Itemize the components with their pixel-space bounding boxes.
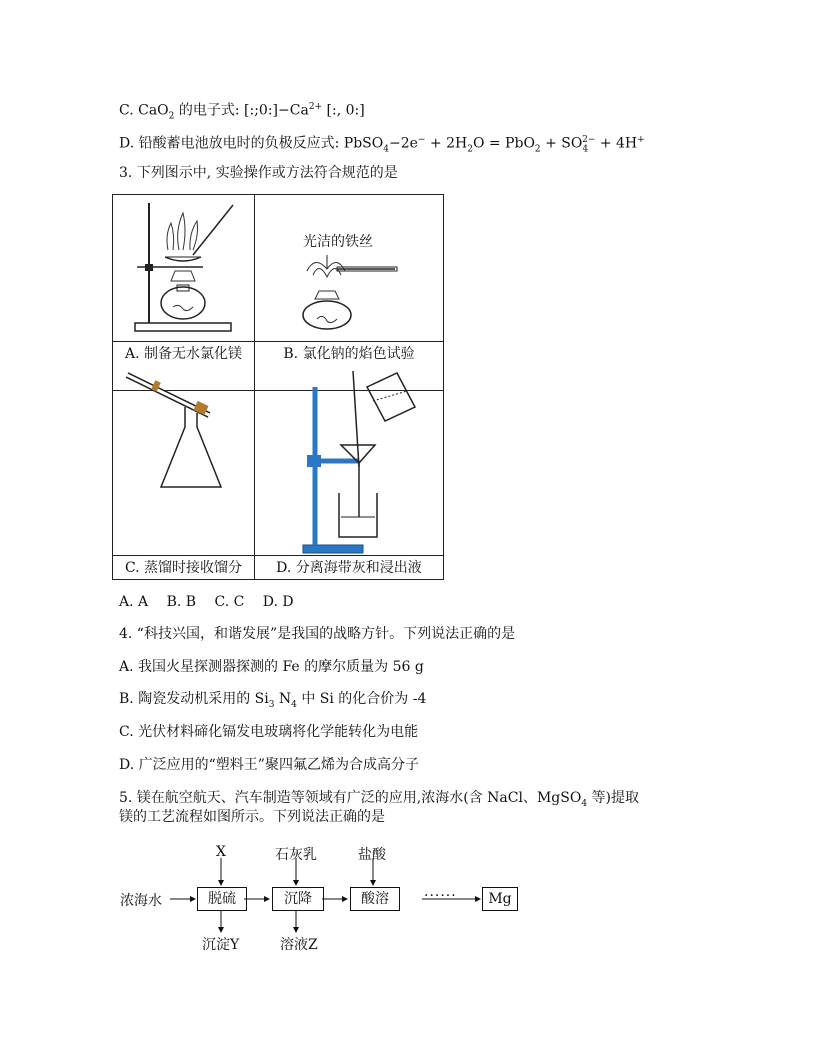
- figure-c: [113, 367, 254, 557]
- question-3: 3. 下列图示中, 实验操作或方法符合规范的是: [119, 165, 398, 181]
- electron-dots: [:, 0:]: [322, 102, 365, 119]
- subscript: 4: [582, 144, 589, 155]
- caption-c: C. 蒸馏时接收馏分: [113, 555, 254, 580]
- subscript: 4: [383, 144, 389, 155]
- figure-a-apparatus: [113, 195, 254, 340]
- figure-c-apparatus: [113, 367, 254, 557]
- superscript: −: [417, 135, 426, 145]
- option-c-text: C. CaO: [119, 102, 169, 119]
- output-solution-z: 溶液Z: [280, 937, 318, 953]
- electron-dots: :: [249, 102, 255, 119]
- reagent-x: X: [216, 844, 226, 860]
- question-3-options: A. A B. B C. C D. D: [119, 594, 294, 610]
- subscript: 2: [534, 144, 541, 155]
- question-4-option-b: [119, 689, 426, 715]
- subscript: 4: [581, 798, 588, 809]
- caption-a: A. 制备无水氯化镁: [113, 341, 254, 366]
- subscript: 4: [291, 699, 297, 710]
- question-4-option-c: C. 光伏材料碲化镉发电玻璃将化学能转化为电能: [119, 724, 419, 740]
- input-seawater: 浓海水: [120, 893, 162, 909]
- output-precipitate-y: 沉淀Y: [202, 937, 240, 953]
- caption-b: B. 氯化钠的焰色试验: [255, 341, 443, 366]
- option-c-text: 的电子式: [: [174, 102, 250, 119]
- question-5-line-2: 镁的工艺流程如图所示。下列说法正确的是: [119, 809, 385, 825]
- subscript: 2: [168, 111, 175, 122]
- option-d-text: D. 铅酸蓄电池放电时的负极反应式: PbSO: [119, 135, 384, 152]
- superscript: +: [637, 135, 645, 145]
- superscript: 2−: [582, 135, 596, 145]
- iron-wire-label: 光洁的铁丝: [303, 234, 373, 250]
- figure-d-apparatus: [255, 367, 443, 557]
- option-d-line: [119, 130, 645, 159]
- process-flowchart: [120, 840, 540, 960]
- figure-b-apparatus: [255, 195, 443, 340]
- option-text: 中 Si 的化合价为 -4: [296, 691, 427, 707]
- option-text: B. 陶瓷发动机采用的 Si: [119, 691, 269, 707]
- calcium-ion: −Ca: [278, 102, 309, 119]
- option-d-text: + 2H: [425, 135, 468, 152]
- step-acid-dissolve: 酸溶: [350, 887, 400, 911]
- figure-d: [255, 367, 443, 557]
- step-sedimentation: 沉降: [272, 887, 324, 911]
- electron-dots: ;0:]: [254, 102, 279, 119]
- question-text: 5. 镁在航空航天、汽车制造等领域有广泛的应用,浓海水(含 NaCl、MgSO: [119, 790, 582, 806]
- option-c-line: [119, 97, 365, 126]
- flow-ellipsis: ······: [424, 888, 457, 904]
- question-4: 4. “科技兴国，和谐发展”是我国的战略方针。下列说法正确的是: [119, 626, 516, 642]
- option-text: N: [274, 691, 292, 707]
- reagent-lime-milk: 石灰乳: [275, 847, 317, 863]
- product-mg: Mg: [482, 887, 518, 911]
- question-4-option-a: A. 我国火星探测器探测的 Fe 的摩尔质量为 56 g: [119, 659, 424, 675]
- caption-d: D. 分离海带灰和浸出液: [255, 555, 443, 580]
- question-4-option-d: D. 广泛应用的“塑料王”聚四氟乙烯为合成高分子: [119, 757, 419, 773]
- option-d-text: −2e: [388, 135, 418, 152]
- question-text: 等)提取: [587, 790, 639, 806]
- subscript: 2: [467, 144, 473, 155]
- experiment-figure-grid: [112, 194, 444, 580]
- option-d-text: + 4H: [595, 135, 638, 152]
- superscript: 2+: [308, 102, 323, 112]
- subscript: 3: [268, 699, 275, 710]
- option-d-text: O = PbO: [472, 135, 535, 152]
- reagent-hydrochloric-acid: 盐酸: [358, 847, 386, 863]
- step-desulfurize: 脱硫: [197, 887, 247, 911]
- option-d-text: + SO: [540, 135, 583, 152]
- flow-arrows: [120, 840, 540, 960]
